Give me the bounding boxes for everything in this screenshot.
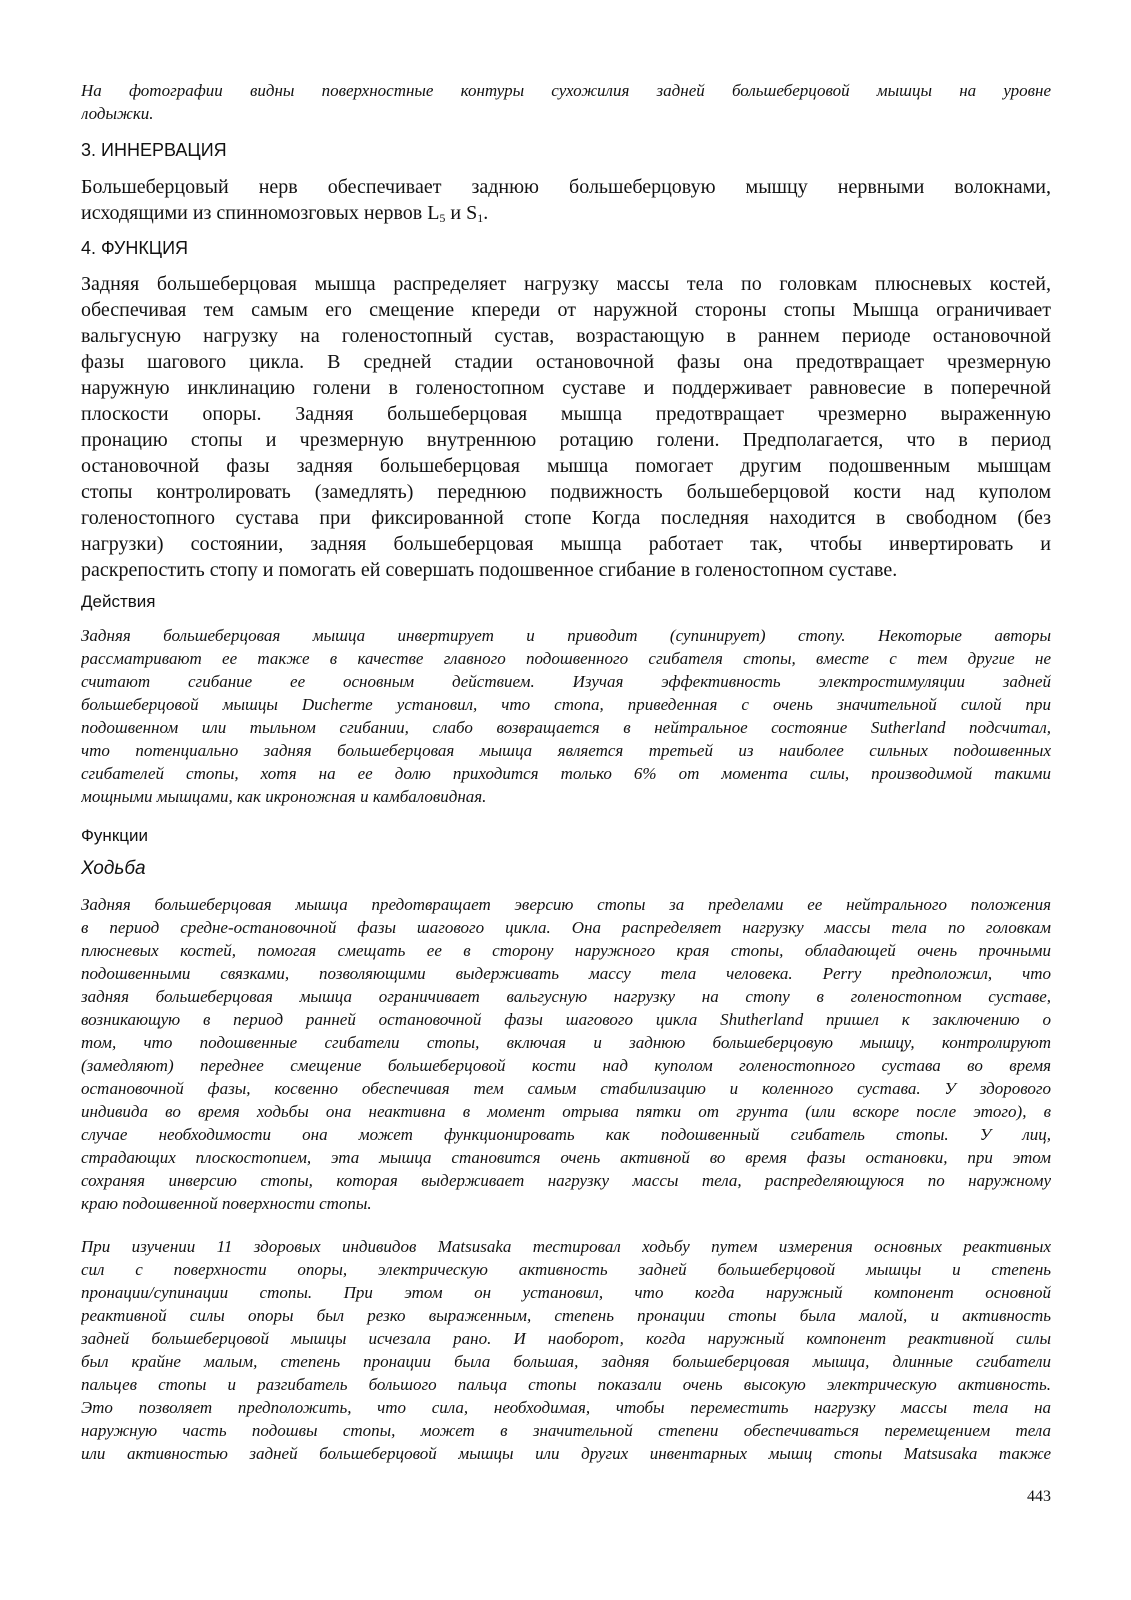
photo-caption <box>81 80 1051 125</box>
subheading-walking: Ходьба <box>81 858 146 879</box>
paragraph-line: страдающих плоскостопием, эта мышца становится очень активной во время фазы остановки, при этом <box>81 1148 1051 1167</box>
paragraph-line: стопы контролировать (замедлять) переднюю подвижность большеберцовой кости над куполом <box>81 481 1051 503</box>
section-heading-function: 4. ФУНКЦИЯ <box>81 238 189 258</box>
paragraph-line: большеберцовой мышцы Ducherme установил, что стопа, приведенная с очень значительной силой при <box>81 695 1051 714</box>
paragraph-line: подошвенными связками, позволяющими выдерживать массу тела человека. Perry предположил, что <box>81 964 1051 983</box>
paragraph-line: фазы шагового цикла. В средней стадии остановочной фазы она предотвращает чрезмерную <box>81 351 1051 373</box>
paragraph-line: (замедляют) переднее смещение большеберцовой кости над куполом голеностопного сустава во время <box>81 1056 1051 1075</box>
paragraph-line: сил с поверхности опоры, электрическую активность задней большеберцовой мышцы и степень <box>81 1260 1051 1279</box>
walking-paragraph-2 <box>81 1235 1051 1465</box>
paragraph-line: При изучении 11 здоровых индивидов Matsusaka тестировал ходьбу путем измерения основных реактивных <box>81 1237 1051 1256</box>
page-number: 443 <box>1027 1488 1051 1505</box>
paragraph-line: в период средне-остановочной фазы шагового цикла. Она распределяет нагрузку массы тела по головкам <box>81 918 1051 937</box>
paragraph-line: возникающую в период ранней остановочной фазы шагового цикла Shutherland пришел к заключению о <box>81 1010 1051 1029</box>
caption-line: лодыжки. <box>81 103 154 123</box>
paragraph-line: Задняя большеберцовая мышца распределяет нагрузку массы тела по головкам плюсневых костей, <box>81 273 1051 295</box>
paragraph-line: вальгусную нагрузку на голеностопный сустав, возрастающую в раннем периоде остановочной <box>81 325 1051 347</box>
paragraph-line: сгибателей стопы, хотя на ее долю приходится только 6% от момента силы, производимой такими <box>81 764 1051 783</box>
paragraph-line: краю подошвенной поверхности стопы. <box>81 1194 372 1213</box>
paragraph-line: остановочной фазы задняя большеберцовая мышца помогает другим подошвенным мышцам <box>81 455 1051 477</box>
paragraph-line: пронацию стопы и чрезмерную внутреннюю ротацию голени. Предполагается, что в период <box>81 429 1051 451</box>
paragraph-line: реактивной силы опоры был резко выраженным, степень пронации стопы была малой, и активность <box>81 1306 1051 1325</box>
paragraph-line: пронации/супинации стопы. При этом он установил, что когда наружный компонент основной <box>81 1283 1051 1302</box>
paragraph-line: голеностопного сустава при фиксированной стопе Когда последняя находится в свободном (без <box>81 507 1051 529</box>
paragraph-line: или активностью задней большеберцовой мышцы или других инвентарных мышц стопы Matsusaka также <box>81 1444 1051 1463</box>
actions-paragraph <box>81 624 1051 808</box>
paragraph-line: наружную часть подошвы стопы, может в значительной степени обеспечиваться перемещением тела <box>81 1421 1051 1440</box>
paragraph-line: подошвенном или тыльном сгибании, слабо возвращается в нейтральное состояние Sutherland подсчитал, <box>81 718 1051 737</box>
paragraph-line: исходящими из спинномозговых нервов $L_5$ и $S_1$. <box>81 202 489 225</box>
paragraph-line: плоскости опоры. Задняя большеберцовая мышца предотвращает чрезмерно выраженную <box>81 403 1051 425</box>
subheading-functions: Функции <box>81 826 148 845</box>
paragraph-line: мощными мышцами, как икроножная и камбаловидная. <box>81 787 487 806</box>
paragraph-line: Задняя большеберцовая мышца инвертирует и приводит (супинирует) стопу. Некоторые авторы <box>81 626 1051 645</box>
paragraph-line: Большеберцовый нерв обеспечивает заднюю большеберцовую мышцу нервными волокнами, <box>81 176 1051 198</box>
paragraph-line: пальцев стопы и разгибатель большого пальца стопы показали очень высокую электрическую активность. <box>81 1375 1051 1394</box>
paragraph-line: обеспечивая тем самым его смещение кпереди от наружной стороны стопы Мышца ограничивает <box>81 299 1051 321</box>
paragraph-line: задняя большеберцовая мышца ограничивает вальгусную нагрузку на стопу в голеностопном суставе, <box>81 987 1051 1006</box>
paragraph-line: раскрепостить стопу и помогать ей совершать подошвенное сгибание в голеностопном суставе. <box>81 559 898 581</box>
paragraph-line: нагрузки) состоянии, задняя большеберцовая мышца работает так, чтобы инвертировать и <box>81 533 1051 555</box>
paragraph-line: сохраняя инверсию стопы, которая выдерживает нагрузку массы тела, распределяющуюся по наружному <box>81 1171 1051 1190</box>
paragraph-line: плюсневых костей, помогая смещать ее в сторону наружного края стопы, обладающей очень прочными <box>81 941 1051 960</box>
innervation-paragraph <box>81 174 1051 226</box>
paragraph-line: Задняя большеберцовая мышца предотвращает эверсию стопы за пределами ее нейтрального положения <box>81 895 1051 914</box>
section-heading-innervation: 3. ИННЕРВАЦИЯ <box>81 140 227 160</box>
paragraph-line: индивида во время ходьбы она неактивна в момент отрыва пятки от грунта (или вскоре после этого), в <box>81 1102 1051 1121</box>
paragraph-line: наружную инклинацию голени в голеностопном суставе и поддерживает равновесие в поперечной <box>81 377 1051 399</box>
paragraph-line: рассматривают ее также в качестве главного подошвенного сгибателя стопы, вместе с тем другие не <box>81 649 1051 668</box>
subheading-actions: Действия <box>81 592 156 611</box>
paragraph-line: был крайне малым, степень пронации была большая, задняя большеберцовая мышца, длинные сгибатели <box>81 1352 1051 1371</box>
walking-paragraph-1 <box>81 893 1051 1215</box>
paragraph-line: остановочной фазы, косвенно обеспечивая тем самым стабилизацию и коленного сустава. У здорового <box>81 1079 1051 1098</box>
paragraph-line: считают сгибание ее основным действием. Изучая эффективность электростимуляции задней <box>81 672 1051 691</box>
paragraph-line: случае необходимости она может функционировать как подошвенный сгибатель стопы. У лиц, <box>81 1125 1051 1144</box>
paragraph-line: что потенциально задняя большеберцовая мышца является третьей из наиболее сильных подошвенных <box>81 741 1051 760</box>
paragraph-line: том, что подошвенные сгибатели стопы, включая и заднюю большеберцовую мышцу, контролируют <box>81 1033 1051 1052</box>
caption-line: На фотографии видны поверхностные контуры сухожилия задней большеберцовой мышцы на уровне <box>81 81 1051 100</box>
paragraph-line: Это позволяет предположить, что сила, необходимая, чтобы переместить нагрузку массы тела на <box>81 1398 1051 1417</box>
function-paragraph <box>81 271 1051 583</box>
paragraph-line: задней большеберцовой мышцы исчезала рано. И наоборот, когда наружный компонент реактивной силы <box>81 1329 1051 1348</box>
